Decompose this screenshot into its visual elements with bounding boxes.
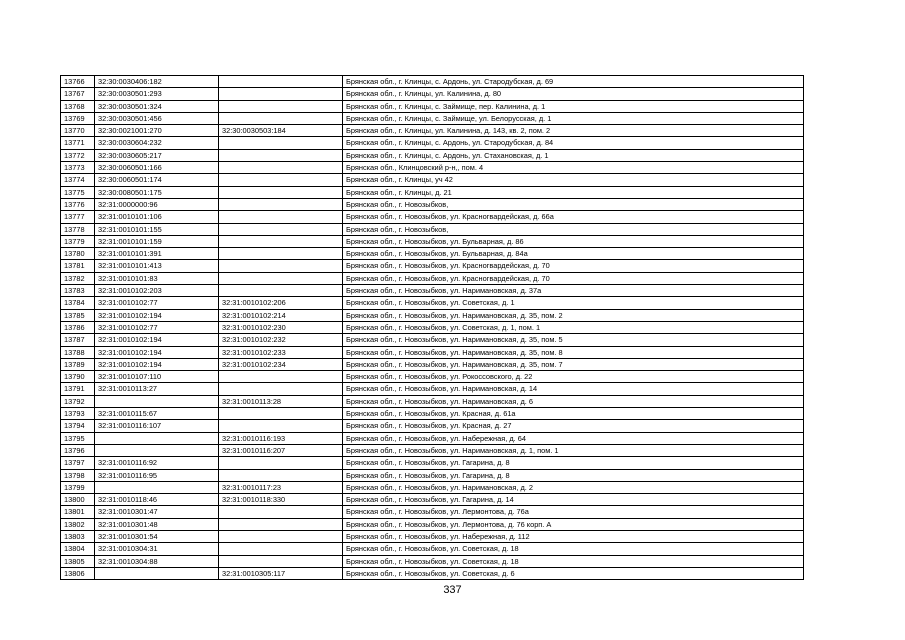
table-row <box>61 420 804 432</box>
address-cell: Брянская обл., г. Новозыбков, ул. Набережная, д. 112 <box>343 530 804 542</box>
table-row <box>61 518 804 530</box>
cadastral-number-cell: 32:31:0010115:67 <box>95 408 219 420</box>
address-cell: Брянская обл., г. Новозыбков, ул. Гагарина, д. 8 <box>343 457 804 469</box>
row-number-cell: 13791 <box>61 383 95 395</box>
cadastral-number-cell: 32:30:0030604:232 <box>95 137 219 149</box>
cadastral-number-cell: 32:31:0010102:194 <box>95 334 219 346</box>
cadastral-number-cell: 32:31:0010301:47 <box>95 506 219 518</box>
cadastral-number-cell: 32:30:0021001:270 <box>95 125 219 137</box>
related-cadastral-number-cell: 32:31:0010102:206 <box>219 297 343 309</box>
table-row <box>61 346 804 358</box>
related-cadastral-number-cell: 32:31:0010118:330 <box>219 494 343 506</box>
cadastral-number-cell <box>95 444 219 456</box>
related-cadastral-number-cell: 32:31:0010102:232 <box>219 334 343 346</box>
table-row <box>61 285 804 297</box>
table-row <box>61 297 804 309</box>
table-row <box>61 186 804 198</box>
address-cell: Брянская обл., г. Новозыбков, ул. Красная, д. 61а <box>343 408 804 420</box>
cadastral-number-cell: 32:31:0010113:27 <box>95 383 219 395</box>
cadastral-number-cell: 32:31:0010102:194 <box>95 309 219 321</box>
cadastral-number-cell: 32:30:0080501:175 <box>95 186 219 198</box>
cadastral-number-cell: 32:30:0030605:217 <box>95 149 219 161</box>
row-number-cell: 13785 <box>61 309 95 321</box>
related-cadastral-number-cell <box>219 76 343 88</box>
related-cadastral-number-cell <box>219 420 343 432</box>
table-row <box>61 334 804 346</box>
table-row <box>61 235 804 247</box>
table-row <box>61 112 804 124</box>
related-cadastral-number-cell <box>219 137 343 149</box>
table-row <box>61 260 804 272</box>
cadastral-number-cell: 32:31:0010116:95 <box>95 469 219 481</box>
cadastral-number-cell: 32:31:0010102:77 <box>95 321 219 333</box>
table-row <box>61 432 804 444</box>
cadastral-number-cell: 32:31:0010102:77 <box>95 297 219 309</box>
address-cell: Брянская обл., г. Клинцы, с. Ардонь, ул. Стародубская, д. 84 <box>343 137 804 149</box>
row-number-cell: 13771 <box>61 137 95 149</box>
related-cadastral-number-cell <box>219 186 343 198</box>
cadastral-number-cell <box>95 567 219 579</box>
address-cell: Брянская обл., г. Новозыбков, ул. Наримановская, д. 35, пом. 8 <box>343 346 804 358</box>
address-cell: Брянская обл., г. Клинцы, уч 42 <box>343 174 804 186</box>
row-number-cell: 13769 <box>61 112 95 124</box>
cadastral-number-cell: 32:30:0030406:182 <box>95 76 219 88</box>
related-cadastral-number-cell: 32:30:0030503:184 <box>219 125 343 137</box>
table-row <box>61 137 804 149</box>
related-cadastral-number-cell <box>219 235 343 247</box>
related-cadastral-number-cell <box>219 100 343 112</box>
cadastral-number-cell: 32:31:0010304:88 <box>95 555 219 567</box>
page-number: 337 <box>443 584 462 596</box>
related-cadastral-number-cell <box>219 223 343 235</box>
row-number-cell: 13777 <box>61 211 95 223</box>
cadastral-number-cell: 32:31:0010101:159 <box>95 235 219 247</box>
row-number-cell: 13796 <box>61 444 95 456</box>
related-cadastral-number-cell: 32:31:0010117:23 <box>219 481 343 493</box>
row-number-cell: 13766 <box>61 76 95 88</box>
address-cell: Брянская обл., г. Новозыбков, ул. Набережная, д. 64 <box>343 432 804 444</box>
row-number-cell: 13782 <box>61 272 95 284</box>
row-number-cell: 13790 <box>61 371 95 383</box>
address-cell: Брянская обл., г. Новозыбков, ул. Наримановская, д. 2 <box>343 481 804 493</box>
related-cadastral-number-cell <box>219 371 343 383</box>
table-row <box>61 494 804 506</box>
table-row <box>61 321 804 333</box>
address-cell: Брянская обл., г. Клинцы, с. Ардонь, ул. Стахановская, д. 1 <box>343 149 804 161</box>
row-number-cell: 13781 <box>61 260 95 272</box>
table-row <box>61 174 804 186</box>
row-number-cell: 13803 <box>61 530 95 542</box>
row-number-cell: 13805 <box>61 555 95 567</box>
row-number-cell: 13802 <box>61 518 95 530</box>
address-cell: Брянская обл., г. Новозыбков, ул. Советская, д. 6 <box>343 567 804 579</box>
related-cadastral-number-cell <box>219 88 343 100</box>
address-cell: Брянская обл., г. Новозыбков, ул. Бульварная, д. 84а <box>343 248 804 260</box>
table-row <box>61 100 804 112</box>
row-number-cell: 13786 <box>61 321 95 333</box>
row-number-cell: 13772 <box>61 149 95 161</box>
address-cell: Брянская обл., г. Новозыбков, ул. Лермонтова, д. 76 корп. А <box>343 518 804 530</box>
table-row <box>61 555 804 567</box>
address-cell: Брянская обл., г. Новозыбков, ул. Гагарина, д. 8 <box>343 469 804 481</box>
table-row <box>61 223 804 235</box>
table-row <box>61 76 804 88</box>
table-row <box>61 567 804 579</box>
row-number-cell: 13799 <box>61 481 95 493</box>
address-cell: Брянская обл., г. Новозыбков, ул. Советская, д. 18 <box>343 555 804 567</box>
table-row <box>61 211 804 223</box>
address-cell: Брянская обл., г. Новозыбков, <box>343 223 804 235</box>
related-cadastral-number-cell <box>219 518 343 530</box>
row-number-cell: 13770 <box>61 125 95 137</box>
cadastral-number-cell <box>95 432 219 444</box>
cadastral-number-cell: 32:31:0010101:413 <box>95 260 219 272</box>
related-cadastral-number-cell: 32:31:0010102:234 <box>219 358 343 370</box>
table-row <box>61 358 804 370</box>
cadastral-number-cell: 32:30:0060501:166 <box>95 162 219 174</box>
row-number-cell: 13776 <box>61 198 95 210</box>
address-cell: Брянская обл., г. Новозыбков, ул. Красная, д. 27 <box>343 420 804 432</box>
table-row <box>61 125 804 137</box>
table-row <box>61 309 804 321</box>
related-cadastral-number-cell <box>219 260 343 272</box>
related-cadastral-number-cell <box>219 469 343 481</box>
address-cell: Брянская обл., г. Новозыбков, ул. Красногвардейская, д. 70 <box>343 260 804 272</box>
table-row <box>61 469 804 481</box>
table-row <box>61 457 804 469</box>
address-cell: Брянская обл., г. Новозыбков, ул. Советская, д. 18 <box>343 543 804 555</box>
cadastral-number-cell: 32:31:0010301:48 <box>95 518 219 530</box>
row-number-cell: 13794 <box>61 420 95 432</box>
row-number-cell: 13800 <box>61 494 95 506</box>
address-cell: Брянская обл., г. Новозыбков, ул. Наримановская, д. 14 <box>343 383 804 395</box>
cadastral-number-cell: 32:31:0010101:83 <box>95 272 219 284</box>
row-number-cell: 13767 <box>61 88 95 100</box>
cadastral-number-cell: 32:31:0010304:31 <box>95 543 219 555</box>
related-cadastral-number-cell <box>219 506 343 518</box>
address-cell: Брянская обл., г. Клинцы, с. Займище, ул. Белорусская, д. 1 <box>343 112 804 124</box>
cadastral-number-cell: 32:30:0030501:293 <box>95 88 219 100</box>
related-cadastral-number-cell <box>219 112 343 124</box>
cadastral-number-cell: 32:31:0010101:106 <box>95 211 219 223</box>
related-cadastral-number-cell <box>219 211 343 223</box>
address-cell: Брянская обл., г. Новозыбков, ул. Бульварная, д. 86 <box>343 235 804 247</box>
related-cadastral-number-cell <box>219 248 343 260</box>
related-cadastral-number-cell: 32:31:0010102:214 <box>219 309 343 321</box>
row-number-cell: 13773 <box>61 162 95 174</box>
related-cadastral-number-cell: 32:31:0010305:117 <box>219 567 343 579</box>
row-number-cell: 13768 <box>61 100 95 112</box>
cadastral-number-cell: 32:31:0010101:391 <box>95 248 219 260</box>
address-cell: Брянская обл., г. Новозыбков, <box>343 198 804 210</box>
row-number-cell: 13774 <box>61 174 95 186</box>
related-cadastral-number-cell: 32:31:0010116:207 <box>219 444 343 456</box>
row-number-cell: 13788 <box>61 346 95 358</box>
related-cadastral-number-cell <box>219 198 343 210</box>
table-row <box>61 481 804 493</box>
address-cell: Брянская обл., г. Новозыбков, ул. Наримановская, д. 1, пом. 1 <box>343 444 804 456</box>
row-number-cell: 13787 <box>61 334 95 346</box>
row-number-cell: 13778 <box>61 223 95 235</box>
related-cadastral-number-cell <box>219 272 343 284</box>
row-number-cell: 13784 <box>61 297 95 309</box>
address-cell: Брянская обл., г. Новозыбков, ул. Наримановская, д. 35, пом. 5 <box>343 334 804 346</box>
related-cadastral-number-cell <box>219 162 343 174</box>
related-cadastral-number-cell: 32:31:0010116:193 <box>219 432 343 444</box>
registry-table-body <box>61 76 804 580</box>
cadastral-number-cell: 32:30:0030501:456 <box>95 112 219 124</box>
address-cell: Брянская обл., г. Новозыбков, ул. Советская, д. 1, пом. 1 <box>343 321 804 333</box>
table-row <box>61 383 804 395</box>
cadastral-number-cell: 32:30:0030501:324 <box>95 100 219 112</box>
address-cell: Брянская обл., г. Новозыбков, ул. Красногвардейская, д. 70 <box>343 272 804 284</box>
cadastral-number-cell: 32:31:0010116:92 <box>95 457 219 469</box>
related-cadastral-number-cell <box>219 285 343 297</box>
related-cadastral-number-cell <box>219 174 343 186</box>
cadastral-number-cell: 32:30:0060501:174 <box>95 174 219 186</box>
address-cell: Брянская обл., г. Клинцы, д. 21 <box>343 186 804 198</box>
address-cell: Брянская обл., г. Новозыбков, ул. Красногвардейская, д. 66а <box>343 211 804 223</box>
row-number-cell: 13804 <box>61 543 95 555</box>
cadastral-number-cell: 32:31:0010116:107 <box>95 420 219 432</box>
table-row <box>61 272 804 284</box>
address-cell: Брянская обл., Клинцовский р-н,, пом. 4 <box>343 162 804 174</box>
row-number-cell: 13798 <box>61 469 95 481</box>
cadastral-number-cell: 32:31:0010107:110 <box>95 371 219 383</box>
related-cadastral-number-cell: 32:31:0010102:233 <box>219 346 343 358</box>
related-cadastral-number-cell <box>219 457 343 469</box>
row-number-cell: 13793 <box>61 408 95 420</box>
address-cell: Брянская обл., г. Новозыбков, ул. Наримановская, д. 35, пом. 7 <box>343 358 804 370</box>
cadastral-number-cell: 32:31:0010301:54 <box>95 530 219 542</box>
row-number-cell: 13780 <box>61 248 95 260</box>
related-cadastral-number-cell: 32:31:0010113:28 <box>219 395 343 407</box>
table-row <box>61 248 804 260</box>
row-number-cell: 13797 <box>61 457 95 469</box>
row-number-cell: 13801 <box>61 506 95 518</box>
related-cadastral-number-cell <box>219 408 343 420</box>
related-cadastral-number-cell <box>219 530 343 542</box>
cadastral-number-cell: 32:31:0010102:203 <box>95 285 219 297</box>
row-number-cell: 13792 <box>61 395 95 407</box>
table-row <box>61 371 804 383</box>
row-number-cell: 13779 <box>61 235 95 247</box>
cadastral-number-cell: 32:31:0010101:155 <box>95 223 219 235</box>
row-number-cell: 13783 <box>61 285 95 297</box>
address-cell: Брянская обл., г. Клинцы, с. Ардонь, ул. Стародубская, д. 69 <box>343 76 804 88</box>
address-cell: Брянская обл., г. Клинцы, ул. Калинина, д. 80 <box>343 88 804 100</box>
address-cell: Брянская обл., г. Клинцы, с. Займище, пер. Калинина, д. 1 <box>343 100 804 112</box>
table-row <box>61 444 804 456</box>
row-number-cell: 13775 <box>61 186 95 198</box>
row-number-cell: 13789 <box>61 358 95 370</box>
table-row <box>61 543 804 555</box>
cadastral-number-cell <box>95 481 219 493</box>
address-cell: Брянская обл., г. Новозыбков, ул. Наримановская, д. 6 <box>343 395 804 407</box>
address-cell: Брянская обл., г. Новозыбков, ул. Гагарина, д. 14 <box>343 494 804 506</box>
property-registry-table <box>60 75 804 580</box>
table-row <box>61 530 804 542</box>
related-cadastral-number-cell <box>219 149 343 161</box>
table-row <box>61 162 804 174</box>
table-row <box>61 408 804 420</box>
address-cell: Брянская обл., г. Новозыбков, ул. Советская, д. 1 <box>343 297 804 309</box>
cadastral-number-cell: 32:31:0010102:194 <box>95 346 219 358</box>
address-cell: Брянская обл., г. Новозыбков, ул. Лермонтова, д. 76а <box>343 506 804 518</box>
cadastral-number-cell: 32:31:0010118:46 <box>95 494 219 506</box>
table-row <box>61 149 804 161</box>
table-row <box>61 198 804 210</box>
related-cadastral-number-cell: 32:31:0010102:230 <box>219 321 343 333</box>
address-cell: Брянская обл., г. Клинцы, ул. Калинина, д. 143, кв. 2, пом. 2 <box>343 125 804 137</box>
related-cadastral-number-cell <box>219 383 343 395</box>
address-cell: Брянская обл., г. Новозыбков, ул. Рокоссовского, д. 22 <box>343 371 804 383</box>
related-cadastral-number-cell <box>219 543 343 555</box>
row-number-cell: 13795 <box>61 432 95 444</box>
address-cell: Брянская обл., г. Новозыбков, ул. Наримановская, д. 37а <box>343 285 804 297</box>
table-row <box>61 88 804 100</box>
cadastral-number-cell <box>95 395 219 407</box>
table-row <box>61 506 804 518</box>
cadastral-number-cell: 32:31:0000000:96 <box>95 198 219 210</box>
row-number-cell: 13806 <box>61 567 95 579</box>
cadastral-number-cell: 32:31:0010102:194 <box>95 358 219 370</box>
address-cell: Брянская обл., г. Новозыбков, ул. Наримановская, д. 35, пом. 2 <box>343 309 804 321</box>
table-row <box>61 395 804 407</box>
related-cadastral-number-cell <box>219 555 343 567</box>
